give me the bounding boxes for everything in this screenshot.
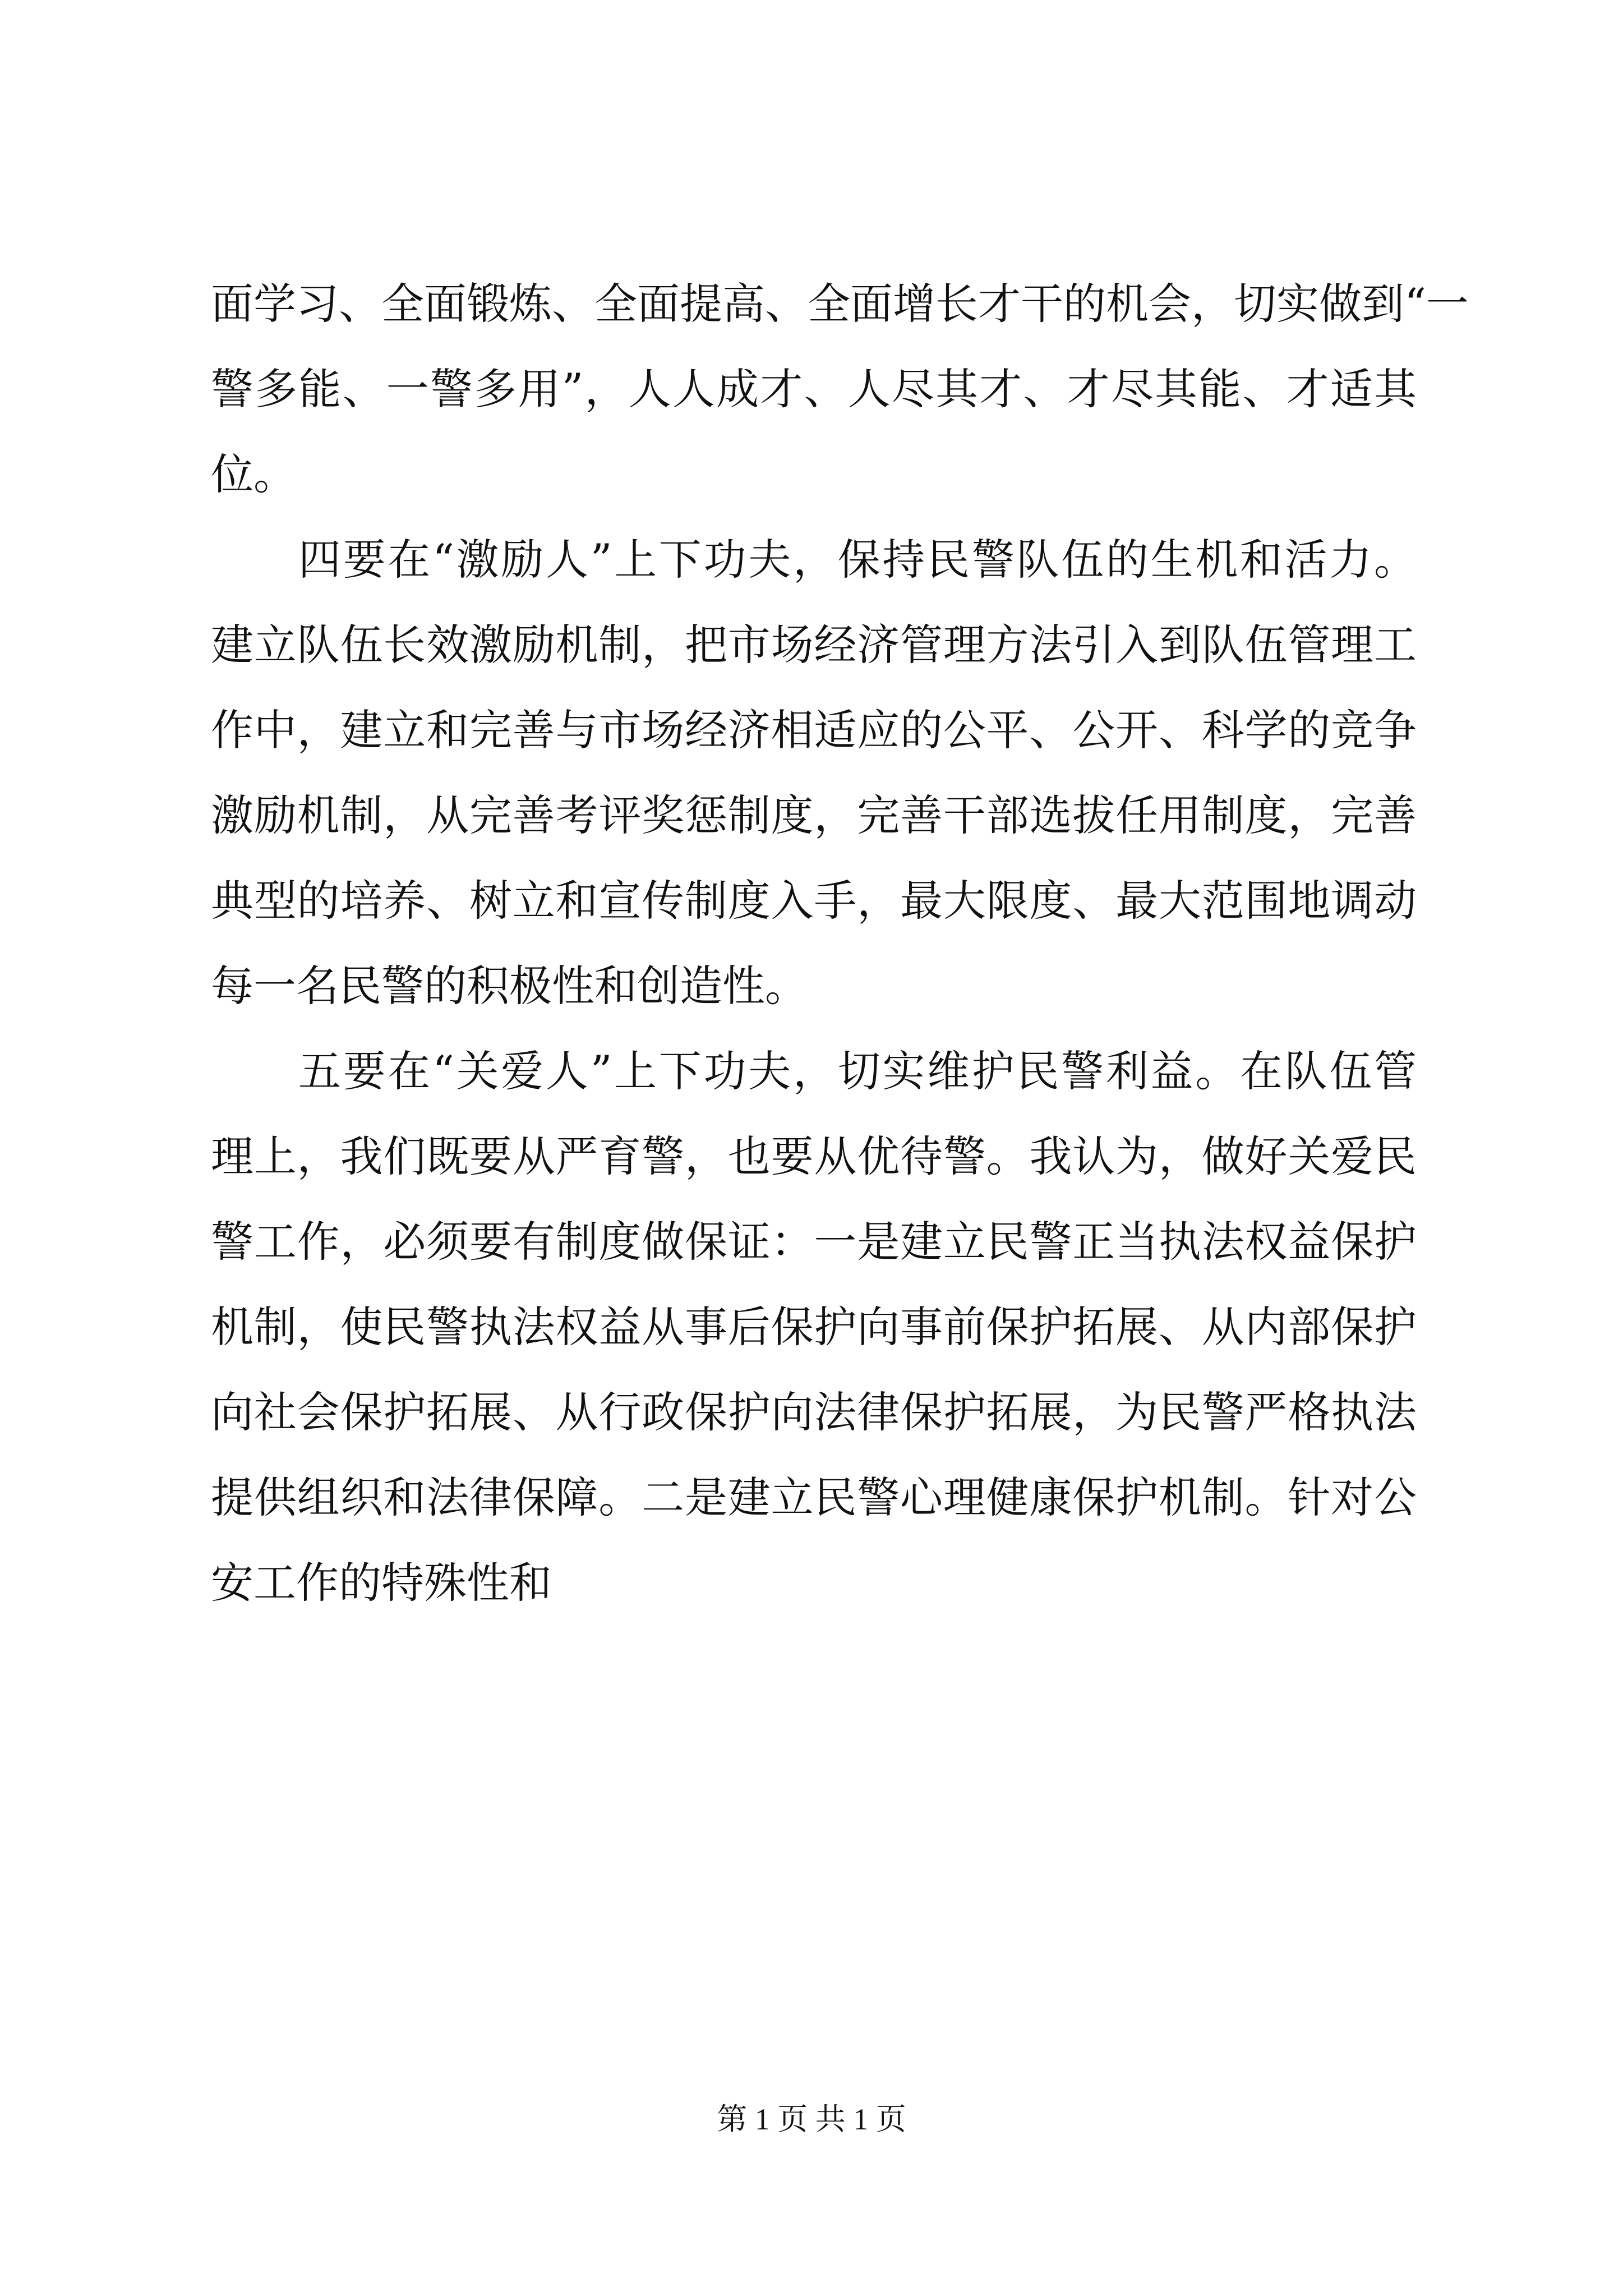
text-line: 四要在“激励人”上下功夫，保持民警队伍的生机和活力。: [298, 535, 1417, 585]
text-line: 理上，我们既要从严育警，也要从优待警。我认为，做好关爱民: [211, 1131, 1417, 1181]
document-body: [211, 261, 1469, 1626]
page-footer: 第 1 页 共 1 页: [717, 2102, 906, 2136]
text-line: 五要在“关爱人”上下功夫，切实维护民警利益。在队伍管: [298, 1046, 1417, 1096]
text-line: 位。: [211, 449, 296, 499]
text-line: 安工作的特殊性和: [211, 1558, 552, 1608]
text-line: 激励机制，从完善考评奖惩制度，完善干部选拔任用制度，完善: [211, 790, 1417, 840]
text-line: 每一名民警的积极性和创造性。: [211, 961, 808, 1011]
text-line: 典型的培养、树立和宣传制度入手，最大限度、最大范围地调动: [211, 876, 1417, 926]
text-line: 提供组织和法律保障。二是建立民警心理健康保护机制。针对公: [211, 1473, 1417, 1522]
text-line: 机制，使民警执法权益从事后保护向事前保护拓展、从内部保护: [211, 1302, 1417, 1352]
text-line: 建立队伍长效激励机制，把市场经济管理方法引入到队伍管理工: [211, 620, 1417, 670]
text-line: 向社会保护拓展、从行政保护向法律保护拓展，为民警严格执法: [211, 1387, 1417, 1437]
text-line: 作中，建立和完善与市场经济相适应的公平、公开、科学的竞争: [211, 705, 1417, 755]
text-line: 警工作，必须要有制度做保证：一是建立民警正当执法权益保护: [211, 1217, 1417, 1267]
text-line: 面学习、全面锻炼、全面提高、全面增长才干的机会，切实做到“一: [211, 279, 1469, 329]
text-line: 警多能、一警多用”，人人成才、人尽其才、才尽其能、才适其: [211, 364, 1417, 414]
